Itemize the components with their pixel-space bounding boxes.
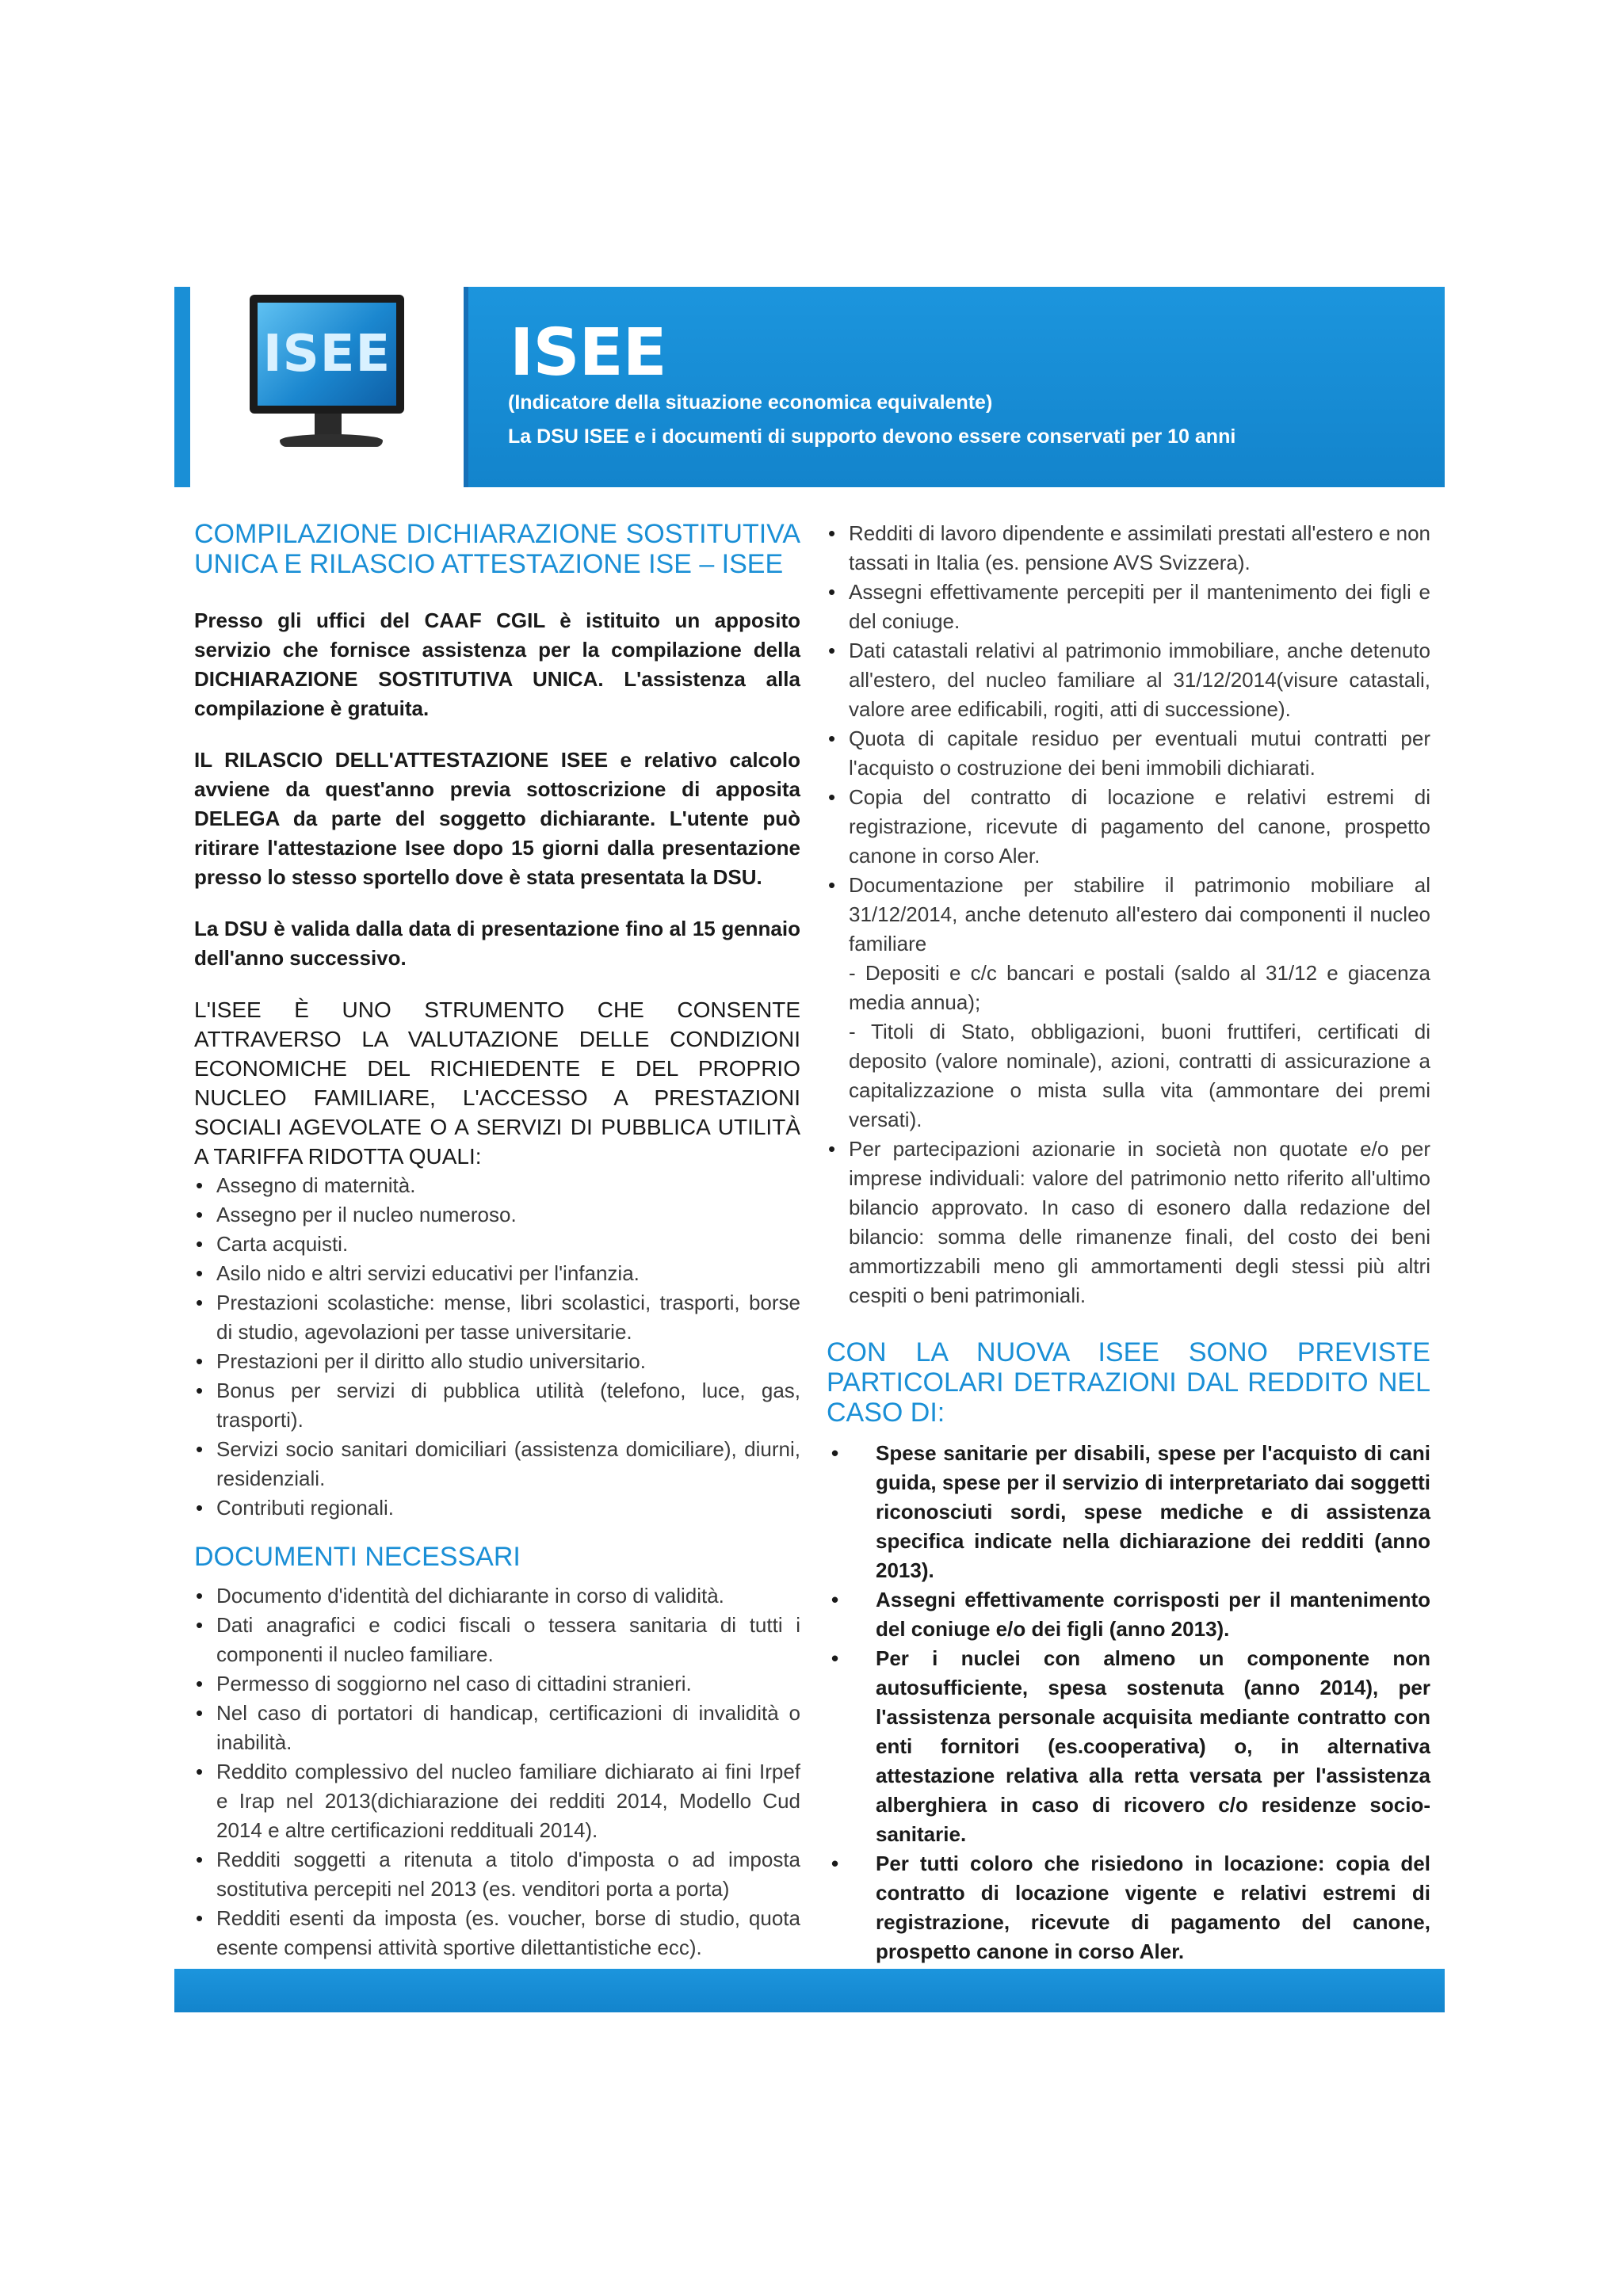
list-item: • Redditi di lavoro dipendente e assimilati prestati all'estero e non tassati in Italia (es. pensione AVS Svizzera).: [827, 519, 1430, 578]
list-item: • Permesso di soggiorno nel caso di cittadini stranieri.: [194, 1669, 800, 1699]
list-item: • Redditi esenti da imposta (es. voucher, borse di studio, quota esente compensi attività sportive dilettantistiche ecc).: [194, 1904, 800, 1962]
list-item: • Dati catastali relativi al patrimonio immobiliare, anche detenuto all'estero, del nucleo familiare al 31/12/2014(visure catastali, valore aree edificabili, rogiti, atti di successione).: [827, 636, 1430, 724]
monitor-label: ISEE: [262, 325, 391, 383]
right-column: [827, 519, 1430, 1966]
documents-list: [194, 1581, 800, 1962]
deductions-list: [827, 1439, 1430, 1966]
paragraph-validita: La DSU è valida dalla data di presentazione fino al 15 gennaio dell'anno successivo.: [194, 917, 800, 970]
list-item: • Assegni effettivamente percepiti per il mantenimento dei figli e del coniuge.: [827, 578, 1430, 636]
monitor-icon: [242, 287, 432, 469]
list-item: • Assegno di maternità.: [194, 1171, 800, 1200]
list-item: • Documentazione per stabilire il patrimonio mobiliare al 31/12/2014, anche detenuto all'estero dai componenti il nucleo familiare: [827, 871, 1430, 959]
monitor-display: [258, 303, 396, 406]
list-item: • Prestazioni scolastiche: mense, libri scolastici, trasporti, borse di studio, agevolazioni per tasse universitarie.: [194, 1288, 800, 1347]
left-column: [194, 519, 800, 1962]
section-title-compilazione: COMPILAZIONE DICHIARAZIONE SOSTITUTIVA UNICA E RILASCIO ATTESTAZIONE ISE – ISEE: [194, 519, 800, 579]
list-item: • Copia del contratto di locazione e relativi estremi di registrazione, ricevute di pagamento del canone, prospetto canone in corso Aler.: [827, 783, 1430, 871]
list-item: • Asilo nido e altri servizi educativi per l'infanzia.: [194, 1259, 800, 1288]
list-item: • Per tutti coloro che risiedono in locazione: copia del contratto di locazione vigente e relativi estremi di registrazione, ricevute di pagamento del canone, prospetto canone in corso Aler.: [827, 1849, 1430, 1966]
list-item: • Assegno per il nucleo numeroso.: [194, 1200, 800, 1230]
list-item: • Prestazioni per il diritto allo studio universitario.: [194, 1347, 800, 1376]
header-subtitle: (Indicatore della situazione economica equivalente): [508, 391, 993, 414]
sub-item-titoli: - Titoli di Stato, obbligazioni, buoni fruttiferi, certificati di deposito (valore nominale), azioni, contratti di assicurazione a capitalizzazione o mista sulla vita (ammontare dei premi versati).: [849, 1020, 1430, 1131]
list-item: • Nel caso di portatori di handicap, certificazioni di invalidità o inabilità.: [194, 1699, 800, 1757]
paragraph-isee-strumento: L'ISEE È UNO STRUMENTO CHE CONSENTE ATTRAVERSO LA VALUTAZIONE DELLE CONDIZIONI ECONOMICHE DEL RICHIEDENTE E DEL PROPRIO NUCLEO FAMILIARE, L'ACCESSO A PRESTAZIONI SOCIALI AGEVOLATE O A SERVIZI DI PUBBLICA UTILITÀ A TARIFFA RIDOTTA QUALI:: [194, 997, 800, 1169]
list-item: • Bonus per servizi di pubblica utilità (telefono, luce, gas, trasporti).: [194, 1376, 800, 1435]
list-item: • Contributi regionali.: [194, 1493, 800, 1523]
monitor-stand-neck: [315, 414, 342, 436]
list-item: • Per i nuclei con almeno un componente non autosufficiente, spesa sostenuta (anno 2014), per l'assistenza personale acquisita mediante contratto con enti fornitori (es.cooperativa) o, in alternativa attestazione relativa alla retta versata per l'assistenza alberghiera in caso di ricovero c/o residenze socio-sanitarie.: [827, 1644, 1430, 1849]
sub-item-depositi: - Depositi e c/c bancari e postali (saldo al 31/12 e giacenza media annua);: [849, 961, 1430, 1014]
header-note: La DSU ISEE e i documenti di supporto devono essere conservati per 10 anni: [508, 425, 1236, 448]
monitor-stand-base: [280, 434, 383, 447]
left-accent-bar: [174, 287, 190, 487]
documents-list-continued: [827, 519, 1430, 959]
section-title-documenti: DOCUMENTI NECESSARI: [194, 1542, 521, 1572]
list-item: • Reddito complessivo del nucleo familiare dichiarato ai fini Irpef e Irap nel 2013(dichiarazione dei redditi 2014, Modello Cud 2014 e altre certificazioni reddituali 2014).: [194, 1757, 800, 1845]
header-banner: [464, 287, 1445, 487]
documents-list-last: [827, 1135, 1430, 1310]
paragraph-caaf: Presso gli uffici del CAAF CGIL è istituito un apposito servizio che fornisce assistenza per la compilazione della DICHIARAZIONE SOSTITUTIVA UNICA. L'assistenza alla compilazione è gratuita.: [194, 608, 800, 720]
footer-banner: [174, 1969, 1445, 2012]
list-item: • Per partecipazioni azionarie in società non quotate e/o per imprese individuali: valore del patrimonio netto riferito all'ultimo bilancio approvato. In caso di esonero dalla redazione del bilancio: somma delle rimanenze finali, del costo dei beni ammortizzabili meno gli ammortamenti degli stessi più altri cespiti o beni patrimoniali.: [827, 1135, 1430, 1310]
section-title-detrazioni: CON LA NUOVA ISEE SONO PREVISTE PARTICOLARI DETRAZIONI DAL REDDITO NEL CASO DI:: [827, 1337, 1430, 1428]
monitor-screen: [250, 295, 404, 414]
paragraph-rilascio: IL RILASCIO DELL'ATTESTAZIONE ISEE e relativo calcolo avviene da quest'anno previa sottoscrizione di apposita DELEGA da parte del soggetto dichiarante. L'utente può ritirare l'attestazione Isee dopo 15 giorni dalla presentazione presso lo stesso sportello dove è stata presentata la DSU.: [194, 748, 800, 889]
list-item: • Spese sanitarie per disabili, spese per l'acquisto di cani guida, spese per il servizio di interpretariato dai soggetti riconosciuti sordi, spese mediche e di assistenza specifica indicate nella dichiarazione dei redditi (anno 2013).: [827, 1439, 1430, 1585]
page-title: ISEE: [510, 315, 666, 391]
list-item: • Documento d'identità del dichiarante in corso di validità.: [194, 1581, 800, 1611]
list-item: • Quota di capitale residuo per eventuali mutui contratti per l'acquisto o costruzione dei beni immobili dichiarati.: [827, 724, 1430, 783]
list-item: • Dati anagrafici e codici fiscali o tessera sanitaria di tutti i componenti il nucleo familiare.: [194, 1611, 800, 1669]
list-item: • Servizi socio sanitari domiciliari (assistenza domiciliare), diurni, residenziali.: [194, 1435, 800, 1493]
list-item: • Redditi soggetti a ritenuta a titolo d'imposta o ad imposta sostitutiva percepiti nel 2013 (es. venditori porta a porta): [194, 1845, 800, 1904]
list-item: • Carta acquisti.: [194, 1230, 800, 1259]
list-item: • Assegni effettivamente corrisposti per il mantenimento del coniuge e/o dei figli (anno 2013).: [827, 1585, 1430, 1644]
services-list: [194, 1171, 800, 1523]
